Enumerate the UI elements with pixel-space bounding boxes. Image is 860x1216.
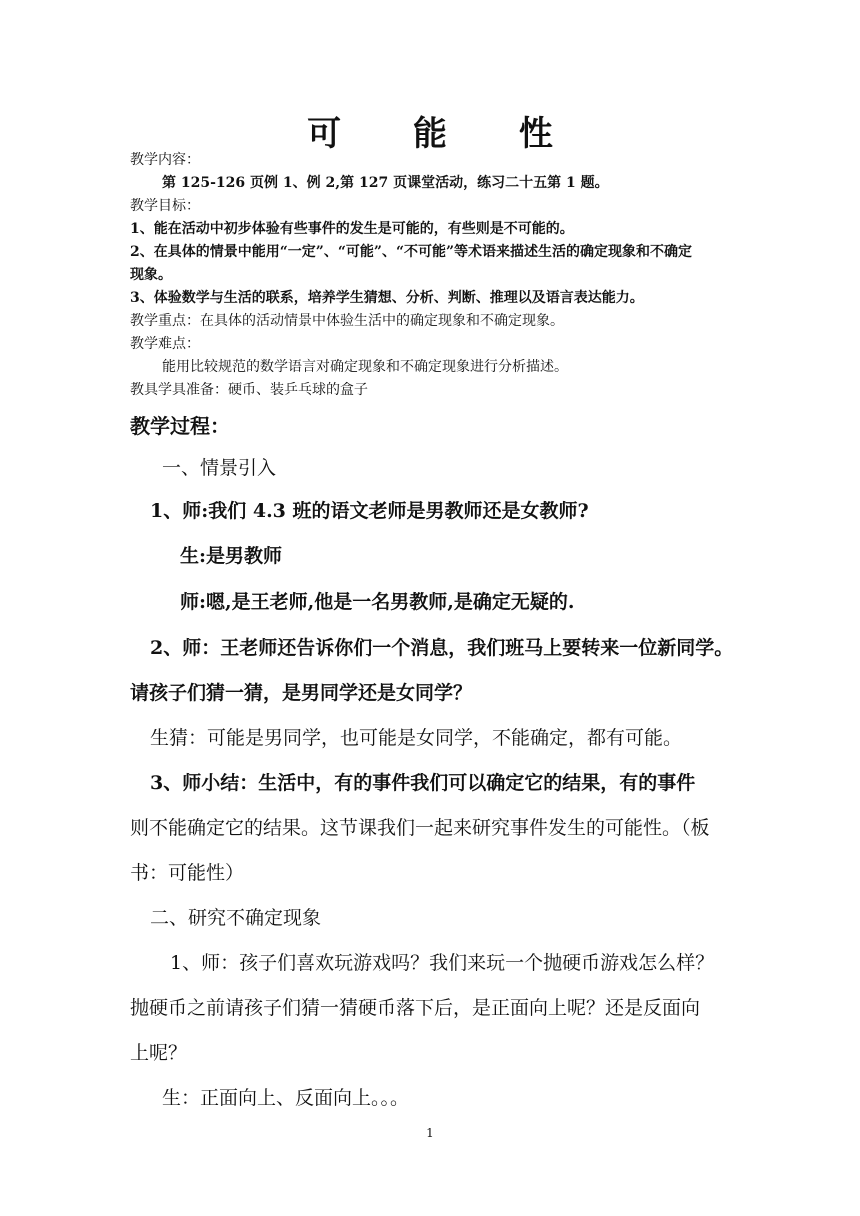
content-label: 教学内容： [130, 152, 200, 168]
paragraph-2-line-2: 请孩子们猜一猜，是男同学还是女同学？ [130, 682, 473, 704]
goal-1: 1、能在活动中初步体验有些事件的发生是可能的，有些则是不可能的。 [130, 221, 574, 237]
paragraph-2-guess: 生猜：可能是男同学，也可能是女同学，不能确定，都有可能。 [150, 727, 683, 749]
process-heading: 教学过程： [130, 414, 230, 438]
paragraph-3-line-3: 书：可能性） [130, 862, 245, 884]
difficulty-text: 能用比较规范的数学语言对确定现象和不确定现象进行分析描述。 [162, 359, 568, 375]
difficulty-label: 教学难点： [130, 336, 200, 352]
paragraph-3-line-2: 则不能确定它的结果。这节课我们一起来研究事件发生的可能性。（板 [130, 817, 710, 839]
content-text: 第 125-126 页例 1、例 2,第 127 页课堂活动，练习二十五第 1 题。 [162, 175, 609, 191]
goals-label: 教学目标： [130, 198, 200, 214]
goal-2: 2、在具体的情景中能用“一定”、“可能”、“不可能”等术语来描述生活的确定现象和不确定 [130, 244, 693, 260]
section-2-heading: 二、研究不确定现象 [150, 907, 322, 929]
paragraph-3-line-1: 3、师小结：生活中，有的事件我们可以确定它的结果，有的事件 [150, 772, 696, 794]
page-number: 1 [426, 1126, 434, 1140]
paragraph-4-line-3: 上呢？ [130, 1042, 188, 1064]
goal-3: 3、体验数学与生活的联系，培养学生猜想、分析、判断、推理以及语言表达能力。 [130, 290, 644, 306]
page-title: 可 能 性 [307, 114, 583, 154]
paragraph-4-line-2: 抛硬币之前请孩子们猜一猜硬币落下后，是正面向上呢？还是反面向 [130, 997, 701, 1019]
paragraph-4-line-1: 1、师：孩子们喜欢玩游戏吗？我们来玩一个抛硬币游戏怎么样？ [170, 952, 715, 974]
goal-2-continued: 现象。 [130, 267, 172, 283]
key-point: 教学重点：在具体的活动情景中体验生活中的确定现象和不确定现象。 [130, 313, 564, 329]
paragraph-1-question: 1、师:我们 4.3 班的语文老师是男教师还是女教师? [150, 500, 589, 522]
section-1-heading: 一、情景引入 [162, 457, 277, 479]
paragraph-1-teacher: 师:嗯,是王老师,他是一名男教师,是确定无疑的. [180, 591, 575, 613]
paragraph-1-answer: 生:是男教师 [180, 545, 283, 567]
paragraph-2-line-1: 2、师：王老师还告诉你们一个消息，我们班马上要转来一位新同学。 [150, 637, 734, 659]
materials: 教具学具准备：硬币、装乒乓球的盒子 [130, 382, 368, 398]
paragraph-4-answer: 生：正面向上、反面向上。。。 [162, 1087, 410, 1109]
